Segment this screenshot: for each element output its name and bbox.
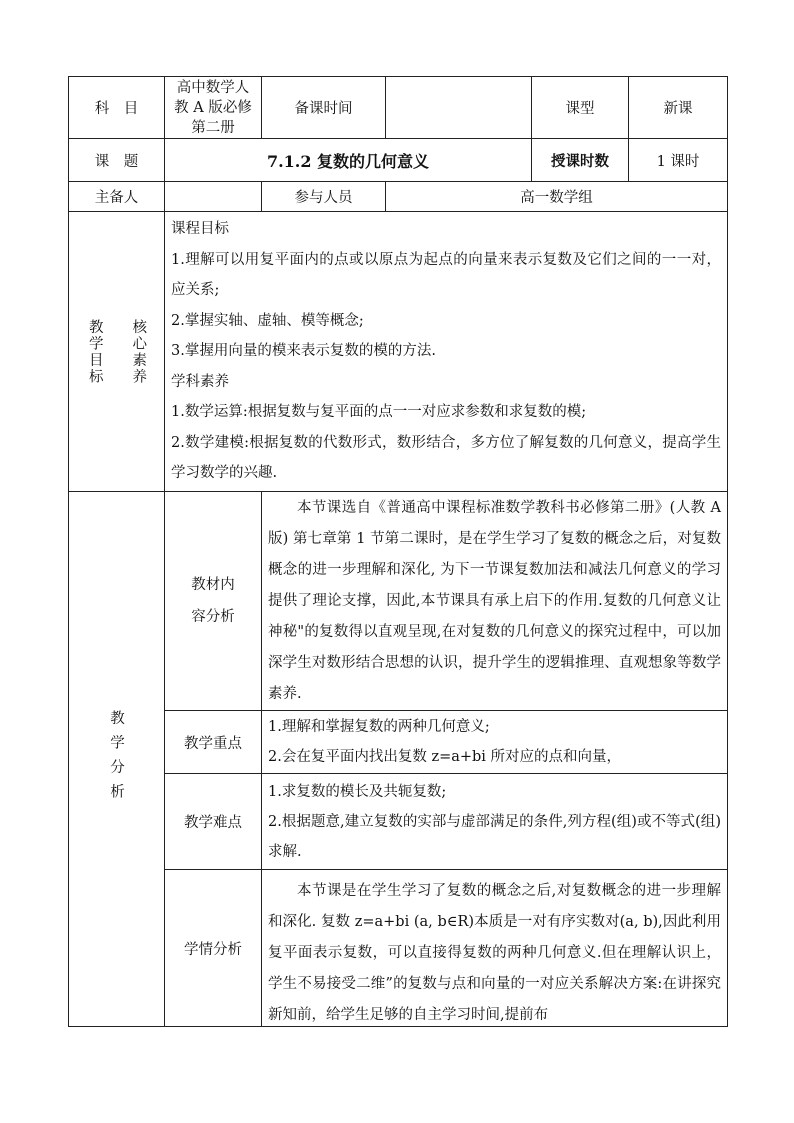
goals-section-label — [69, 212, 165, 492]
difficult-points-content — [262, 774, 728, 870]
prep-time-value — [386, 77, 532, 139]
header-row-people — [69, 182, 728, 212]
lesson-plan-table — [68, 76, 728, 1027]
subject-label: 科 目 — [69, 77, 165, 139]
lead-label: 主备人 — [69, 182, 165, 212]
student-analysis-cell — [262, 870, 728, 1027]
key-points-label: 教学重点 — [165, 711, 262, 774]
lead-value — [165, 182, 262, 212]
header-row-topic — [69, 139, 728, 182]
difficult-points-row — [69, 774, 728, 870]
course-goal-item: 1.理解可以用复平面内的点或以原点为起点的向量来表示复数及它们之间的一一对，应关系; — [171, 251, 721, 299]
material-label-line1: 教材内 — [191, 577, 235, 593]
header-row-subject — [69, 77, 728, 139]
material-label — [165, 492, 262, 711]
goals-label-col1: 教学目标 — [86, 318, 103, 385]
student-analysis-row — [69, 870, 728, 1027]
material-row — [69, 492, 728, 711]
hours-value: 1 课时 — [629, 139, 728, 182]
goals-content — [165, 212, 728, 492]
lesson-type-label: 课型 — [532, 77, 629, 139]
material-text: 本节课选自《普通高中课程标准数学教科书必修第二册》(人教 A 版) 第七章第 1 节第二课时，是在学生学习了复数的概念之后，对复数概念的进一步理解和深化, 为下一节课复数加法和减法几何意义的学习提供了理论支撑，因此,本节课具有承上启下的作用.复数的几何意义让神秘"的复数得以直观呈现,在对复数的几何意义的探究过程中，可以加深学生对数形结合思想的认识，提升学生的逻辑推理、直观想象等数学素养. — [262, 492, 728, 711]
literacy-item: 1.数学运算:根据复数与复平面的点一一对应求参数和求复数的模; — [171, 404, 587, 421]
lesson-type-value: 新课 — [629, 77, 728, 139]
key-points-row — [69, 711, 728, 774]
participants-label: 参与人员 — [262, 182, 386, 212]
difficult-point-item: 1.求复数的模长及共轭复数; — [268, 783, 447, 800]
analysis-label-text: 教学分析 — [108, 710, 124, 808]
difficult-points-label: 教学难点 — [165, 774, 262, 870]
prep-time-label: 备课时间 — [262, 77, 386, 139]
textbook-value: 高中数学人教 A 版必修第二册 — [165, 77, 262, 139]
hours-label: 授课时数 — [532, 139, 629, 182]
literacy-item: 2.数学建模:根据复数的代数形式，数形结合，多方位了解复数的几何意义，提高学生学习数学的兴趣. — [171, 434, 721, 482]
goals-row — [69, 212, 728, 492]
student-analysis-text: 本节课是在学生学习了复数的概念之后,对复数概念的进一步理解和深化. 复数 z=a+bi (a, b∈R)本质是一对有序实数对(a, b),因此利用复平面表示复数，可以直接得复数的两种几何意义.但在理解认识上，学生不易接受二维”的复数与点和向量的一对应关系解决方案:在讲探究新知前，给学生足够的自主学习时间,提前布 — [268, 883, 721, 1023]
literacy-title: 学科素养 — [171, 373, 229, 390]
student-analysis-label: 学情分析 — [165, 870, 262, 1027]
course-goal-item: 3.掌握用向量的模来表示复数的模的方法. — [171, 343, 436, 360]
material-label-line2: 容分析 — [191, 609, 235, 625]
participants-value: 高一数学组 — [386, 182, 728, 212]
topic-value: 7.1.2 复数的几何意义 — [165, 139, 532, 182]
course-goal-item: 2.掌握实轴、虚轴、模等概念; — [171, 312, 364, 329]
key-points-content — [262, 711, 728, 774]
key-point-item: 1.理解和掌握复数的两种几何意义; — [268, 719, 490, 735]
key-point-item: 2.会在复平面内找出复数 z=a+bi 所对应的点和向量， — [268, 749, 622, 765]
course-goals-title: 课程目标 — [171, 221, 229, 238]
difficult-point-item: 2.根据题意,建立复数的实部与虚部满足的条件,列方程(组)或不等式(组)求解. — [268, 813, 721, 860]
analysis-section-label — [69, 492, 165, 1027]
topic-label: 课 题 — [69, 139, 165, 182]
goals-label-col2: 核心素养 — [130, 318, 147, 385]
